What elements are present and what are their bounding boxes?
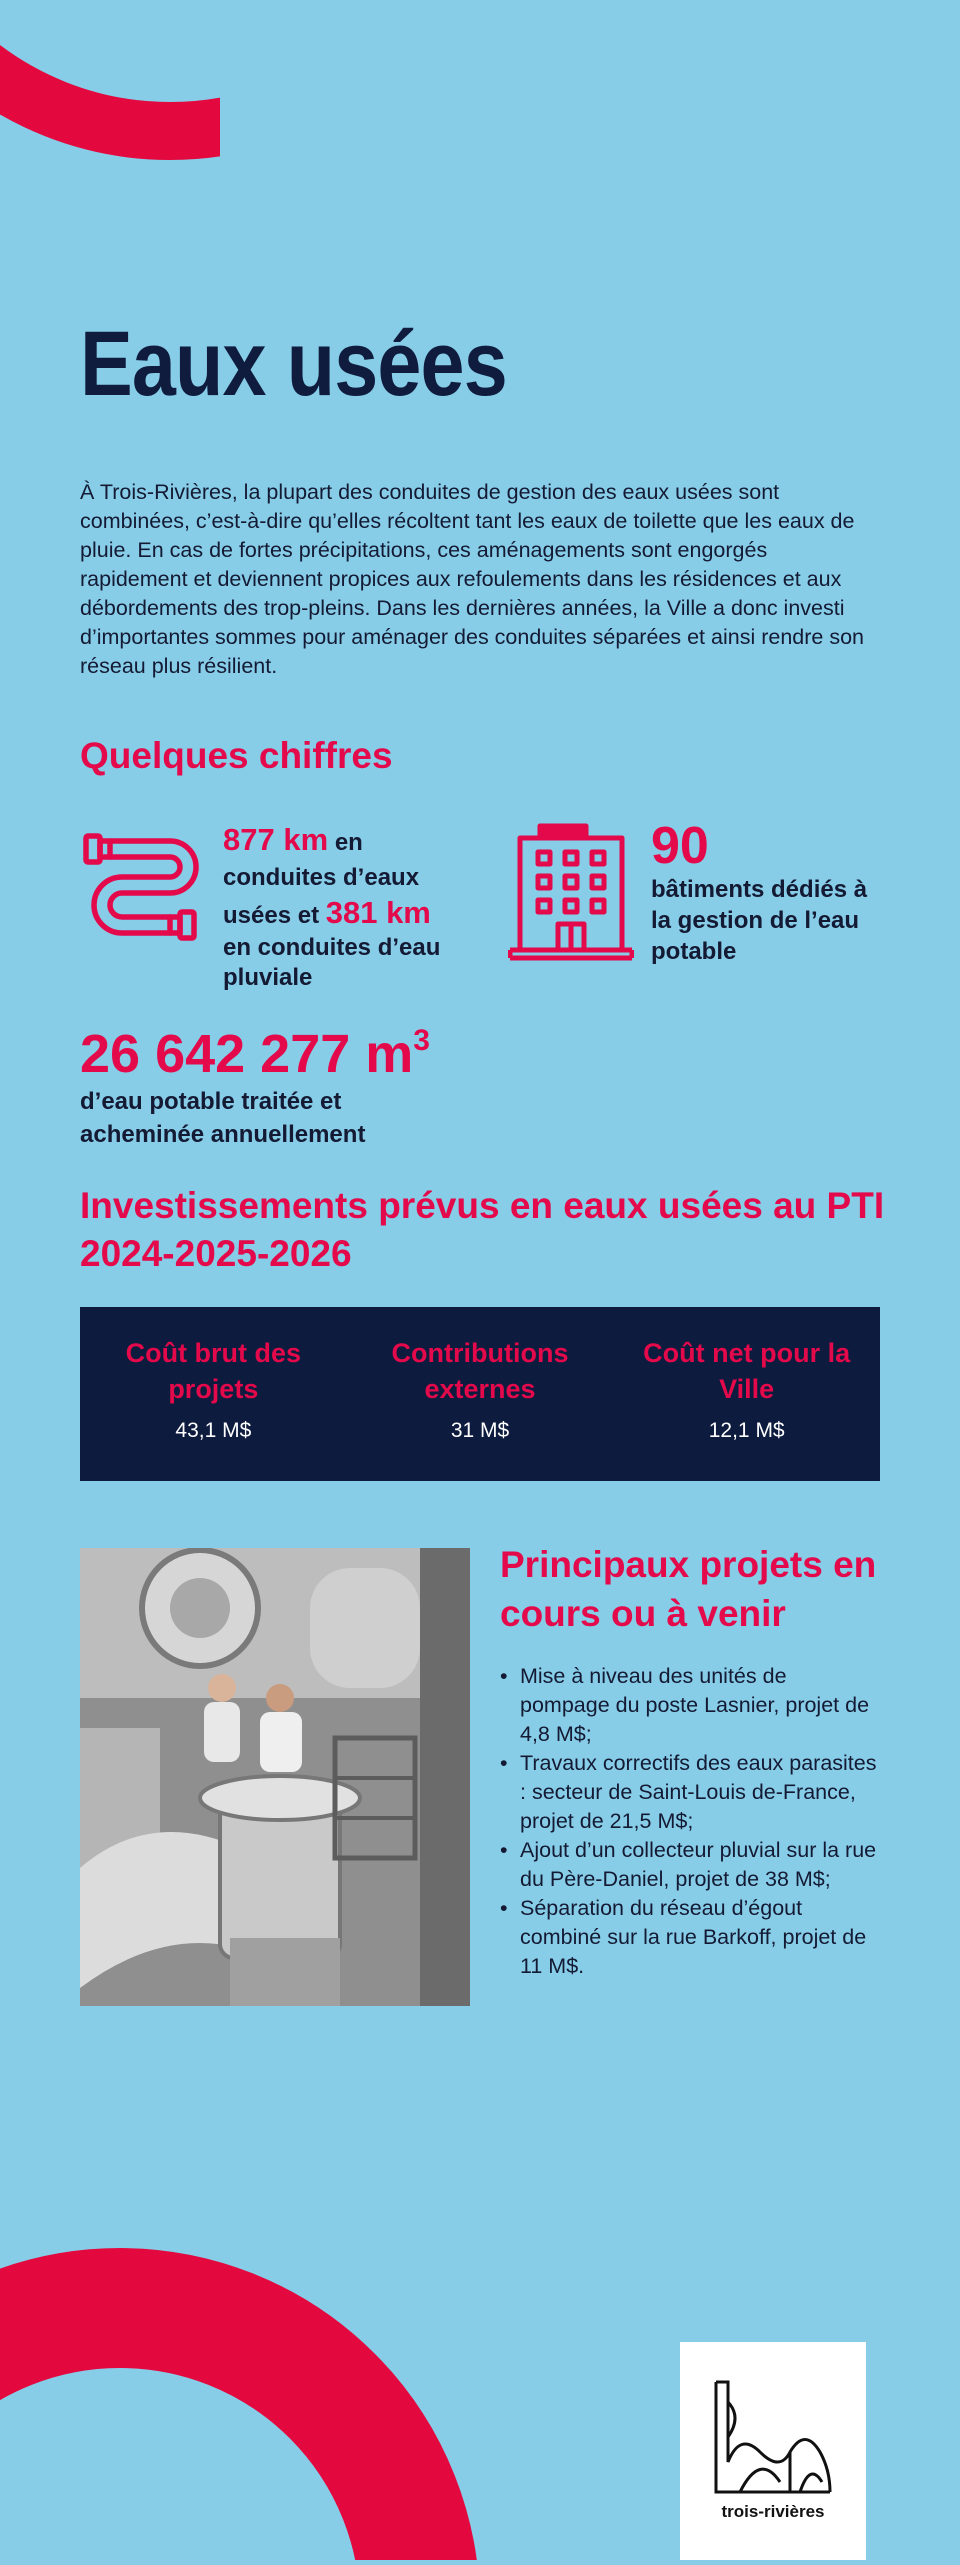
investment-column bbox=[613, 1307, 880, 1481]
list-item: • Travaux correctifs des eaux parasites : secteur de Saint-Louis de-France, projet de 21,5 M$; bbox=[500, 1749, 880, 1836]
pipes-text-1b: conduites d’eaux bbox=[223, 864, 420, 891]
pipes-value-2: 381 km bbox=[325, 895, 431, 930]
figures-heading: Quelques chiffres bbox=[80, 735, 393, 776]
investments-table bbox=[80, 1307, 880, 1481]
investment-value: 12,1 M$ bbox=[708, 1419, 785, 1442]
water-exponent: 3 bbox=[413, 1024, 430, 1057]
water-value: 26 642 277 m bbox=[80, 1024, 414, 1084]
investment-column bbox=[80, 1307, 347, 1481]
list-item: • Mise à niveau des unités de pompage du poste Lasnier, projet de 4,8 M$; bbox=[500, 1662, 880, 1749]
water-stat bbox=[80, 1010, 500, 1151]
investment-value: 43,1 M$ bbox=[175, 1419, 252, 1442]
list-item: • Ajout d’un collecteur pluvial sur la rue du Père-Daniel, projet de 38 M$; bbox=[500, 1836, 880, 1894]
projects-list bbox=[500, 1662, 880, 1981]
pipes-text-1c: usées et bbox=[223, 902, 320, 929]
pumping-station-photo bbox=[80, 1548, 470, 2006]
bottom-decorative-arc bbox=[0, 2248, 480, 2560]
investment-label: Coût brut des projets bbox=[125, 1338, 302, 1404]
logo-text: trois-rivières bbox=[721, 2502, 825, 2521]
intro-paragraph: À Trois-Rivières, la plupart des conduites de gestion des eaux usées sont combinées, c’est-à-dire qu’elles récoltent tant les eaux de toilette que les eaux de pluie. En cas de fortes précipitations, ces aménagements sont engorgés rapidement et deviennent propices aux refoulements dans les résidences et aux débordements des trop-pleins. Dans les dernières années, la Ville a donc investi d’importantes sommes pour aménager des conduites séparées et ainsi rendre son réseau plus résilient. bbox=[80, 480, 864, 678]
pipes-stat bbox=[223, 822, 473, 995]
pipes-text-2: en conduites d’eau pluviale bbox=[223, 934, 441, 991]
buildings-stat bbox=[651, 818, 891, 967]
page-title: Eaux usées bbox=[80, 313, 507, 415]
projects-heading: Principaux projets en cours ou à venir bbox=[500, 1544, 877, 1634]
investment-column bbox=[347, 1307, 614, 1481]
pipes-value-1: 877 km bbox=[223, 822, 329, 857]
pipes-text-1a: en bbox=[334, 829, 363, 856]
investment-label: Coût net pour la Ville bbox=[643, 1338, 851, 1404]
logo-box bbox=[680, 2342, 866, 2560]
buildings-value: 90 bbox=[651, 817, 709, 875]
list-item: • Séparation du réseau d’égout combiné sur la rue Barkoff, projet de 11 M$. bbox=[500, 1894, 880, 1981]
pipe-icon bbox=[78, 832, 206, 964]
water-text: d’eau potable traitée et acheminée annuellement bbox=[80, 1088, 366, 1148]
building-icon bbox=[508, 822, 634, 964]
trois-rivieres-logo bbox=[680, 2342, 866, 2560]
investments-heading: Investissements prévus en eaux usées au PTI 2024-2025-2026 bbox=[80, 1185, 885, 1274]
top-decorative-arc bbox=[0, 0, 220, 312]
investment-label: Contributions externes bbox=[391, 1338, 569, 1404]
investment-value: 31 M$ bbox=[450, 1419, 510, 1442]
buildings-text: bâtiments dédiés à la gestion de l’eau potable bbox=[651, 876, 868, 965]
